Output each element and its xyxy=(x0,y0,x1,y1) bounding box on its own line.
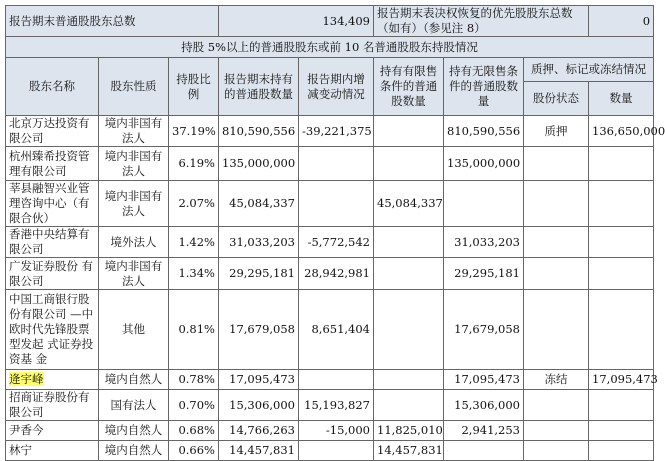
restricted-shares xyxy=(374,390,444,421)
shareholder-table xyxy=(5,5,665,461)
shareholder-nature: 国有法人 xyxy=(99,390,169,421)
pledge-status xyxy=(524,441,589,461)
section-title: 持股 5%以上的普通股股东或前 10 名普通股股东持股情况 xyxy=(6,37,654,58)
shares-change: -15,000 xyxy=(299,421,374,441)
shares-held: 29,295,181 xyxy=(219,258,299,290)
header-nature: 股东性质 xyxy=(99,58,169,116)
header-pledge-status: 股份状态 xyxy=(524,82,589,116)
shareholder-name: 招商证券股份有限公司 xyxy=(6,390,99,421)
holding-ratio: 1.34% xyxy=(169,258,219,290)
table-row xyxy=(6,181,654,227)
holding-ratio: 0.78% xyxy=(169,370,219,390)
shares-change xyxy=(299,370,374,390)
shareholder-name: 林宁 xyxy=(6,441,99,461)
shares-change: -5,772,542 xyxy=(299,227,374,258)
shares-held: 14,457,831 xyxy=(219,441,299,461)
table-row xyxy=(6,116,654,147)
table-row xyxy=(6,227,654,258)
shares-change xyxy=(299,441,374,461)
holding-ratio: 2.07% xyxy=(169,181,219,227)
header-pledge-group: 质押、标记或冻结情况 xyxy=(524,58,654,82)
shareholder-nature: 境外法人 xyxy=(99,227,169,258)
pledge-quantity xyxy=(589,181,654,227)
table-row xyxy=(6,147,654,181)
header-pledge-qty: 数量 xyxy=(589,82,654,116)
pledge-quantity xyxy=(589,227,654,258)
shares-change xyxy=(299,147,374,181)
holding-ratio: 0.66% xyxy=(169,441,219,461)
holding-ratio: 0.68% xyxy=(169,421,219,441)
shareholder-rows xyxy=(6,116,665,461)
pledge-quantity xyxy=(589,290,654,370)
shareholder-nature: 境内非国有法人 xyxy=(99,181,169,227)
shares-held: 14,766,263 xyxy=(219,421,299,441)
shareholder-nature: 其他 xyxy=(99,290,169,370)
restricted-shares xyxy=(374,147,444,181)
shareholder-nature: 境内非国有法人 xyxy=(99,116,169,147)
summary-row xyxy=(6,6,654,37)
shareholder-nature: 境内自然人 xyxy=(99,370,169,390)
common-holders-value: 134,409 xyxy=(219,6,374,37)
pledge-status xyxy=(524,181,589,227)
shareholder-nature: 境内非国有法人 xyxy=(99,258,169,290)
restricted-shares xyxy=(374,290,444,370)
pledge-quantity xyxy=(589,258,654,290)
shares-held: 810,590,556 xyxy=(219,116,299,147)
section-title-row xyxy=(6,37,654,58)
unrestricted-shares: 2,941,253 xyxy=(444,421,524,441)
pledge-status xyxy=(524,227,589,258)
shares-change: 28,942,981 xyxy=(299,258,374,290)
shareholder-nature: 境内非国有法人 xyxy=(99,147,169,181)
unrestricted-shares: 17,095,473 xyxy=(444,370,524,390)
pledge-quantity xyxy=(589,147,654,181)
unrestricted-shares: 810,590,556 xyxy=(444,116,524,147)
shareholder-nature: 境内自然人 xyxy=(99,421,169,441)
holding-ratio: 37.19% xyxy=(169,116,219,147)
shares-held: 17,095,473 xyxy=(219,370,299,390)
pledge-status: 质押 xyxy=(524,116,589,147)
unrestricted-shares: 17,679,058 xyxy=(444,290,524,370)
preferred-holders-label: 报告期末表决权恢复的优先股股东总数（如有）（参见注 8） xyxy=(374,6,589,37)
table-row xyxy=(6,370,654,390)
pledge-status xyxy=(524,147,589,181)
holding-ratio: 0.81% xyxy=(169,290,219,370)
shares-change: -39,221,375 xyxy=(299,116,374,147)
holding-ratio: 0.70% xyxy=(169,390,219,421)
shares-change: 15,193,827 xyxy=(299,390,374,421)
highlighted-name: 逄宇峰 xyxy=(9,372,44,386)
shares-held: 31,033,203 xyxy=(219,227,299,258)
table-row xyxy=(6,441,654,461)
restricted-shares: 11,825,010 xyxy=(374,421,444,441)
holding-ratio: 6.19% xyxy=(169,147,219,181)
table-row xyxy=(6,390,654,421)
pledge-status xyxy=(524,258,589,290)
pledge-quantity: 17,095,473 xyxy=(589,370,654,390)
shares-change: 8,651,404 xyxy=(299,290,374,370)
pledge-quantity xyxy=(589,390,654,421)
shareholder-name: 中国工商银行股份有限公司 —中欧时代先锋股票型发起 式证券投资基 金 xyxy=(6,290,99,370)
unrestricted-shares xyxy=(444,181,524,227)
unrestricted-shares: 31,033,203 xyxy=(444,227,524,258)
pledge-status xyxy=(524,421,589,441)
unrestricted-shares xyxy=(444,441,524,461)
restricted-shares: 45,084,337 xyxy=(374,181,444,227)
shareholder-name: 莘县融智兴业管理咨询中心（有限合伙） xyxy=(6,181,99,227)
unrestricted-shares: 135,000,000 xyxy=(444,147,524,181)
shareholder-name: 北京万达投资有限公司 xyxy=(6,116,99,147)
restricted-shares xyxy=(374,116,444,147)
shareholder-name: 杭州臻希投资管理有限公司 xyxy=(6,147,99,181)
pledge-status: 冻结 xyxy=(524,370,589,390)
header-held: 报告期末持有的普通股数量 xyxy=(219,58,299,116)
restricted-shares xyxy=(374,227,444,258)
shareholder-name xyxy=(6,370,99,390)
shareholder-name: 香港中央结算有限公司 xyxy=(6,227,99,258)
shares-change xyxy=(299,181,374,227)
preferred-holders-value: 0 xyxy=(589,6,654,37)
table-row xyxy=(6,258,654,290)
holding-ratio: 1.42% xyxy=(169,227,219,258)
header-unrestricted: 持有无限售条件的普通股数量 xyxy=(444,58,524,116)
shares-held: 15,306,000 xyxy=(219,390,299,421)
table-row xyxy=(6,290,654,370)
restricted-shares: 14,457,831 xyxy=(374,441,444,461)
shareholder-nature: 境内自然人 xyxy=(99,441,169,461)
restricted-shares xyxy=(374,370,444,390)
shareholder-name: 广发证券股份 有限公司 xyxy=(6,258,99,290)
header-name: 股东名称 xyxy=(6,58,99,116)
pledge-status xyxy=(524,390,589,421)
unrestricted-shares: 15,306,000 xyxy=(444,390,524,421)
unrestricted-shares: 29,295,181 xyxy=(444,258,524,290)
shareholder-table-container xyxy=(5,5,665,461)
table-row xyxy=(6,421,654,441)
common-holders-label: 报告期末普通股股东总数 xyxy=(6,6,219,37)
header-restricted: 持有有限售条件的普通股数量 xyxy=(374,58,444,116)
header-row-1 xyxy=(6,58,654,82)
shares-held: 135,000,000 xyxy=(219,147,299,181)
header-change: 报告期内增减变动情况 xyxy=(299,58,374,116)
pledge-status xyxy=(524,290,589,370)
header-ratio: 持股比例 xyxy=(169,58,219,116)
shares-held: 17,679,058 xyxy=(219,290,299,370)
pledge-quantity xyxy=(589,421,654,441)
pledge-quantity xyxy=(589,441,654,461)
shares-held: 45,084,337 xyxy=(219,181,299,227)
shareholder-name: 尹香今 xyxy=(6,421,99,441)
restricted-shares xyxy=(374,258,444,290)
pledge-quantity: 136,650,000 xyxy=(589,116,654,147)
